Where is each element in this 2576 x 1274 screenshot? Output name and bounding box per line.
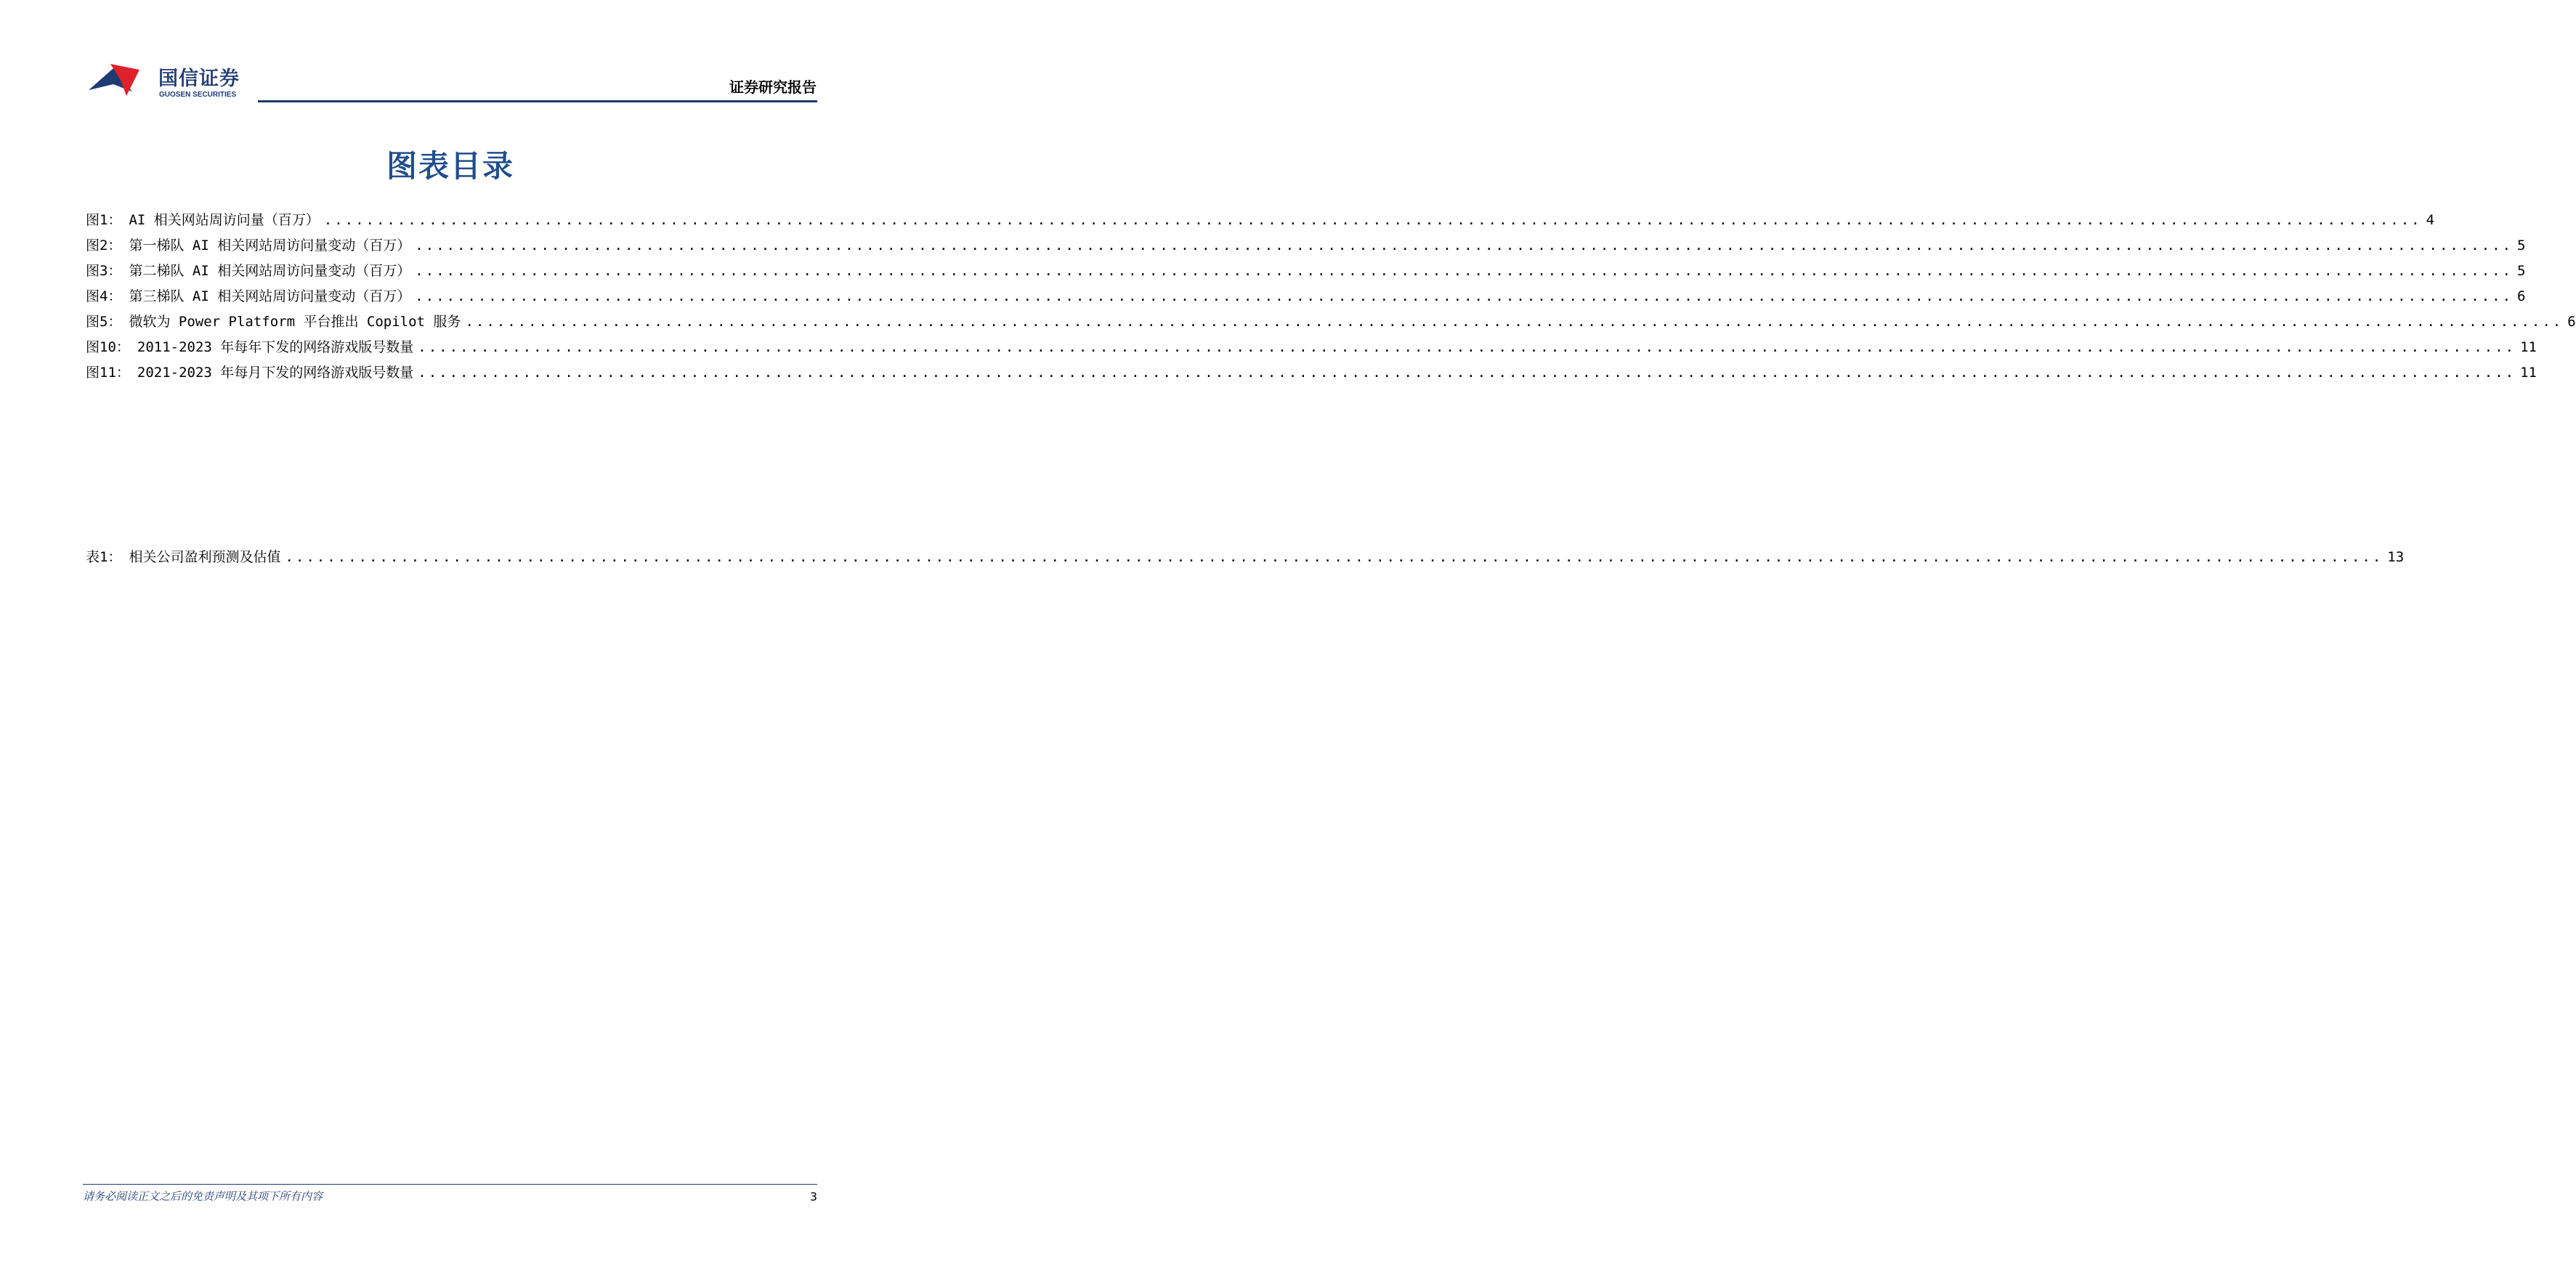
toc-entry-number: 图5： xyxy=(86,314,122,330)
toc-entry-title: 第一梯队 AI 相关网站周访问量变动（百万） xyxy=(129,238,411,253)
toc-entry-page: 4 xyxy=(2426,212,2435,228)
toc-entry[interactable] xyxy=(86,285,2526,311)
toc-entry-number: 图1： xyxy=(86,212,122,228)
report-type-label: 证券研究报告 xyxy=(729,78,817,96)
page-title: 图表目录 xyxy=(386,148,514,184)
toc-leader-dots: ........................................................................................................................................................................................................ xyxy=(465,314,2564,330)
toc-entry-number: 图10： xyxy=(86,339,130,355)
toc-entry-number: 图2： xyxy=(86,238,122,253)
header-divider xyxy=(258,100,817,102)
toc-entry-page: 6 xyxy=(2517,288,2526,304)
toc-entry-number: 表1： xyxy=(86,549,122,565)
toc-entry[interactable] xyxy=(86,546,2405,572)
toc-entry-page: 5 xyxy=(2517,263,2526,279)
toc-entry-page: 13 xyxy=(2387,549,2405,565)
toc-leader-dots: ........................................................................................................................................................................................................ xyxy=(415,263,2514,279)
toc-entry-title: AI 相关网站周访问量（百万） xyxy=(129,212,320,228)
toc-leader-dots: ........................................................................................................................................................................................................ xyxy=(415,238,2514,253)
toc-leader-dots: ........................................................................................................................................................................................................ xyxy=(418,365,2516,381)
toc-leader-dots: ........................................................................................................................................................................................................ xyxy=(323,212,2422,228)
toc-entry-number: 图11： xyxy=(86,365,130,381)
toc-entry-page: 6 xyxy=(2567,314,2576,330)
toc-entry[interactable] xyxy=(86,260,2526,285)
toc-entry-number: 图4： xyxy=(86,288,122,304)
toc-entry-title: 2011-2023 年每年下发的网络游戏版号数量 xyxy=(137,339,414,355)
logo-text-en: GUOSEN SECURITIES xyxy=(159,91,237,99)
toc-entry[interactable] xyxy=(86,235,2526,260)
toc-leader-dots: ........................................................................................................................................................................................................ xyxy=(418,339,2516,355)
toc-entry-page: 11 xyxy=(2520,339,2537,355)
toc-entry[interactable] xyxy=(86,209,2435,235)
toc-entry-number: 图3： xyxy=(86,263,122,279)
footer-divider xyxy=(83,1184,817,1185)
toc-leader-dots: ........................................................................................................................................................................................................ xyxy=(285,549,2383,565)
toc-entry[interactable] xyxy=(86,336,2537,362)
toc-leader-dots: ........................................................................................................................................................................................................ xyxy=(415,288,2514,304)
toc-entry-title: 第三梯队 AI 相关网站周访问量变动（百万） xyxy=(129,288,411,304)
company-logo xyxy=(89,62,248,106)
page-number: 3 xyxy=(809,1190,817,1204)
logo-text-cn: 国信证券 xyxy=(158,68,240,90)
toc-entry-title: 相关公司盈利预测及估值 xyxy=(129,549,281,565)
logo-mark-icon xyxy=(89,62,154,103)
toc-entry[interactable] xyxy=(86,362,2537,387)
toc-entry-page: 11 xyxy=(2520,365,2537,381)
figure-list xyxy=(86,209,2576,387)
toc-entry-title: 第二梯队 AI 相关网站周访问量变动（百万） xyxy=(129,263,411,279)
footer-disclaimer: 请务必阅读正文之后的免责声明及其项下所有内容 xyxy=(83,1190,323,1203)
toc-entry-title: 微软为 Power Platform 平台推出 Copilot 服务 xyxy=(129,314,461,330)
toc-entry-title: 2021-2023 年每月下发的网络游戏版号数量 xyxy=(137,365,414,381)
toc-entry-page: 5 xyxy=(2517,238,2526,253)
table-list xyxy=(86,546,2405,572)
toc-entry[interactable] xyxy=(86,311,2576,336)
